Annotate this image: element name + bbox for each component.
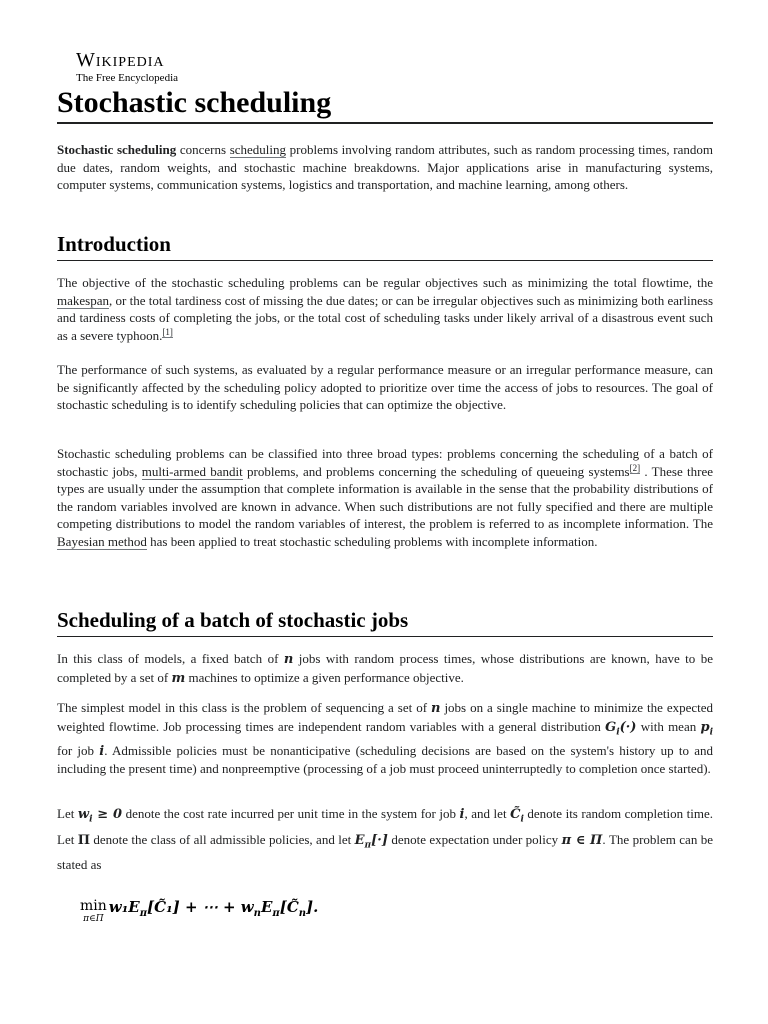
math-rest: [·] [371, 832, 388, 848]
text-run: The simplest model in this class is the problem of sequencing a set of [57, 700, 432, 715]
text-run: . Admissible policies must be nonanticipative (scheduling decisions are based on the system's history up to and including the present time) and nonpreemptive (processing of a job must proceed uninterruptedly to completion once started). [57, 742, 713, 777]
formula-min-sub: π∈Π [83, 914, 104, 924]
text-run: , or the total tardiness cost of missing the due dates; or can be irregular objectives such as minimizing both earliness and tardiness costs of completing the jobs, or the total cost of scheduling tasks under likely arrival of a disastrous event such as a severe typhoon. [57, 292, 713, 343]
intro-paragraph-1 [57, 274, 713, 344]
page-title: Stochastic scheduling [57, 84, 713, 124]
link-bayesian-method[interactable]: Bayesian method [57, 533, 147, 549]
formula-sub: π [272, 908, 280, 919]
text-run: , and let [464, 806, 511, 821]
introduction-section [57, 230, 713, 261]
batch-paragraph-1 [57, 650, 713, 687]
text-run: for job [57, 742, 100, 758]
batch-paragraph-2 [57, 699, 713, 778]
math-policy: π ∈ Π [561, 832, 603, 848]
math-sub: i [616, 727, 620, 738]
math-n: n [283, 652, 294, 667]
math-c-i [510, 807, 524, 825]
lead-section [57, 141, 713, 194]
lead-bold-term: Stochastic scheduling [57, 142, 177, 157]
heading-introduction: Introduction [57, 230, 713, 261]
formula-term: [C̃ [279, 898, 299, 916]
reference-1[interactable] [162, 327, 173, 338]
formula-sub: π [139, 908, 148, 919]
math-p-i [700, 719, 713, 738]
math-w-i [77, 807, 123, 825]
math-w: w [77, 807, 90, 822]
text-run: jobs with random process times, whose distributions are known, have to be completed by a set of [57, 651, 713, 685]
intro-paragraph-2-wrap [57, 361, 713, 414]
text-run: In this class of models, a fixed batch of [57, 651, 284, 666]
intro-paragraph-3 [57, 445, 713, 551]
wikipedia-logo[interactable] [76, 50, 178, 84]
formula-term: ]. [306, 898, 319, 916]
math-sub: i [89, 814, 93, 825]
text-run: Stochastic scheduling problems can be classified into three broad types: problems concerning the scheduling of a batch of stochastic jobs, [57, 446, 713, 479]
text-run: denote the cost rate incurred per unit time in the system for job [122, 806, 460, 821]
formula-sub: n [253, 908, 261, 919]
text-run: denote the class of all admissible policies, and let [90, 831, 355, 847]
text-run: Let [57, 806, 78, 821]
math-i: i [99, 743, 105, 759]
formula-min-word: min [80, 898, 107, 914]
logo-wordmark: Wikipedia [76, 49, 165, 71]
math-expectation [354, 832, 388, 851]
formula-term: E [260, 898, 273, 916]
formula-term: [C̃₁] + ⋯ + w [147, 898, 254, 916]
math-sub: π [364, 840, 372, 851]
batch-paragraph-1-wrap [57, 650, 713, 687]
text-run: . The problem can be stated as [57, 831, 713, 873]
text-run: jobs on a single machine to minimize the expected weighted flowtime. Job processing times are independent random variables with a general distribution [57, 700, 714, 734]
formula-min [80, 898, 107, 924]
intro-paragraph-3-wrap [57, 445, 713, 551]
text-run: . These three types are usually under the assumption that complete information is available in the sense that the probability distributions of the random variables involved are known in advance. When such distributions are not fully specified and there are multiple competing distributions to model the random variables of interest, the problem is referred to as incomplete information. The [57, 463, 713, 532]
objective-formula [80, 898, 318, 924]
math-e: E [354, 832, 365, 848]
formula-term: w₁E [108, 898, 140, 916]
math-rest: ≥ 0 [92, 807, 123, 822]
math-m: m [171, 670, 186, 686]
text-run: problems, and problems concerning the scheduling of queueing systems [242, 463, 630, 479]
math-g: G [605, 719, 617, 735]
text-run: with mean [636, 718, 701, 734]
intro-paragraph-1-wrap [57, 274, 713, 344]
math-p: p [700, 719, 710, 735]
math-i: i [459, 807, 465, 822]
batch-section [57, 606, 713, 637]
batch-paragraph-3-wrap [57, 804, 713, 874]
math-c: C̃ [510, 807, 521, 822]
heading-batch-scheduling: Scheduling of a batch of stochastic jobs [57, 606, 713, 637]
link-scheduling[interactable]: scheduling [229, 142, 287, 157]
text-run: The objective of the stochastic scheduling problems can be regular objectives such as minimizing the total flowtime, the [57, 275, 713, 290]
formula-sub: n [298, 908, 307, 919]
math-g-i [605, 719, 637, 738]
text-run: concerns [176, 142, 230, 157]
logo-tagline: The Free Encyclopedia [76, 72, 179, 84]
reference-2[interactable] [630, 463, 641, 474]
text-run: denote its random completion time. Let [57, 806, 714, 847]
batch-paragraph-3 [57, 804, 713, 874]
math-pi-class: Π [77, 832, 90, 848]
text-run: problems involving random attributes, such as random processing times, random due dates, random weights, and stochastic machine breakdowns. Major applications arise in manufacturing systems, computer systems, communication systems, logistics and transportation, and machine learning, among others. [57, 142, 713, 193]
reference-2-link[interactable]: [2] [629, 462, 641, 473]
math-sub: i [709, 727, 713, 738]
link-multi-armed-bandit[interactable]: multi-armed bandit [141, 463, 243, 479]
reference-1-link[interactable]: [1] [162, 326, 173, 337]
link-makespan[interactable]: makespan [57, 292, 109, 308]
text-run: machines to optimize a given performance objective. [185, 669, 464, 685]
lead-paragraph [57, 141, 713, 194]
math-args: (·) [619, 719, 637, 735]
batch-paragraph-2-wrap [57, 699, 713, 778]
text-run: has been applied to treat stochastic scheduling problems with incomplete information. [146, 533, 598, 549]
math-n: n [431, 701, 441, 716]
intro-paragraph-2: The performance of such systems, as evaluated by a regular performance measure or an irregular performance measure, can be significantly affected by the scheduling policy adopted to prioritize over time the access of jobs to resources. The goal of stochastic scheduling is to identify scheduling policies that can optimize the objective. [57, 362, 713, 413]
text-run: denote expectation under policy [387, 831, 562, 847]
math-sub: i [520, 814, 524, 825]
